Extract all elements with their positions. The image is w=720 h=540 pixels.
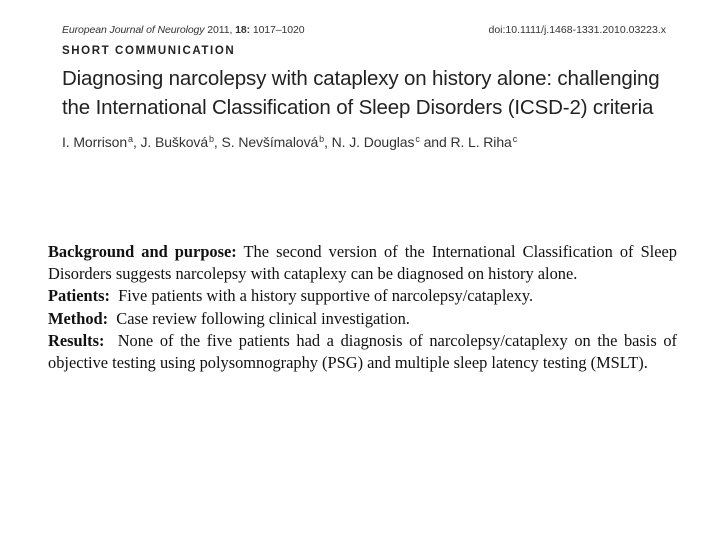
method-text: Case review following clinical investigation. — [116, 308, 410, 328]
author-separator: , — [324, 134, 332, 150]
results-label: Results: — [48, 330, 105, 350]
paper-title: Diagnosing narcolepsy with cataplexy on history alone: challenging the International Classification of Sleep Disorders (ICSD-2) criteria — [62, 67, 660, 119]
author-separator: , — [132, 134, 141, 150]
journal-name: European Journal of Neurology — [62, 24, 205, 36]
author-name: N. J. Douglas — [331, 134, 415, 150]
patients-text: Five patients with a history supportive of narcolepsy/cataplexy. — [118, 286, 534, 306]
journal-pages: 1017–1020 — [252, 24, 305, 36]
author-affiliation: c — [512, 134, 518, 144]
author-name: R. L. Riha — [450, 134, 512, 150]
author-separator: and — [419, 134, 451, 150]
background-label: Background and purpose: — [48, 242, 237, 261]
background-text: The second version of the International Classification of Sleep Disorders suggests narcolepsy with cataplexy can be diagnosed on history alone. — [48, 242, 677, 284]
abstract — [48, 241, 677, 374]
abstract-results — [48, 330, 677, 374]
journal-year: 2011, — [207, 24, 233, 36]
journal-citation — [62, 24, 305, 36]
author-affiliation: c — [415, 134, 420, 144]
patients-label: Patients: — [48, 286, 110, 306]
results-text: None of the five patients had a diagnosis of narcolepsy/cataplexy on the basis of objective testing using polysomnography (PSG) and multiple sleep latency testing (MSLT). — [48, 330, 678, 373]
abstract-background — [48, 241, 677, 285]
author-affiliation: b — [319, 134, 325, 144]
author-name: I. Morrison — [62, 134, 128, 150]
abstract-patients — [48, 285, 677, 307]
author-list — [62, 134, 517, 150]
author-name: S. Nevšímalová — [221, 134, 319, 150]
section-label: SHORT COMMUNICATION — [62, 45, 236, 57]
author-affiliation: a — [128, 134, 133, 144]
journal-volume: 18: — [235, 24, 250, 36]
author-name: J. Bušková — [140, 134, 209, 150]
abstract-method — [48, 308, 677, 330]
author-affiliation: b — [209, 134, 214, 144]
method-label: Method: — [48, 308, 109, 328]
author-separator: , — [213, 134, 222, 150]
doi: doi:10.1111/j.1468-1331.2010.03223.x — [488, 24, 666, 36]
